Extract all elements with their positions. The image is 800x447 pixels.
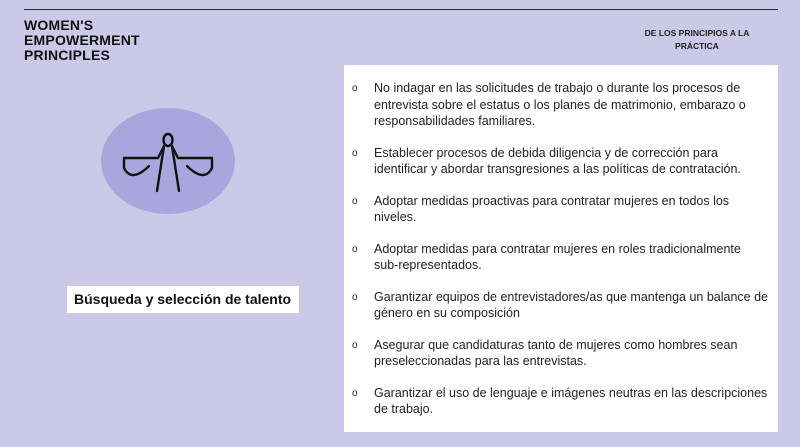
bullet-icon: o — [352, 83, 358, 94]
list-item-text: Adoptar medidas para contratar mujeres en roles tradicionalmente sub-representados. — [374, 241, 741, 272]
practices-panel — [344, 65, 778, 432]
top-divider — [24, 9, 778, 10]
list-item-text: Asegurar que candidaturas tanto de mujeres como hombres sean preseleccionadas para las entrevistas. — [374, 337, 738, 368]
list-item — [344, 337, 768, 370]
list-item-text: Garantizar el uso de lenguaje e imágenes neutras en las descripciones de trabajo. — [374, 385, 768, 416]
list-item — [344, 289, 768, 322]
list-item — [344, 385, 768, 418]
list-item — [344, 241, 768, 274]
bullet-icon: o — [352, 243, 358, 255]
logo — [24, 18, 140, 63]
list-item-text: Adoptar medidas proactivas para contratar mujeres en todos los niveles. — [374, 193, 730, 224]
list-item — [344, 80, 768, 130]
bullet-icon: o — [352, 339, 358, 351]
list-item — [344, 145, 768, 178]
balance-scale-icon — [119, 126, 217, 196]
list-item-text: Garantizar equipos de entrevistadores/as que mantenga un balance de género en su composición — [374, 289, 769, 320]
topic-label: Búsqueda y selección de talento — [67, 286, 299, 313]
bullet-icon: o — [352, 147, 358, 159]
practices-list — [344, 65, 778, 418]
list-item — [344, 193, 768, 226]
section-label: DE LOS PRINCIPIOS A LA PRÁCTICA — [644, 28, 750, 51]
logo-line-1: WOMEN'S — [24, 17, 94, 33]
list-item-text: Establecer procesos de debida diligencia y de corrección para identificar y abordar transgresiones a las políticas de contratación. — [374, 145, 741, 176]
bullet-icon: o — [352, 291, 358, 303]
bullet-icon: o — [352, 195, 358, 207]
logo-line-2: EMPOWERMENT — [24, 32, 140, 48]
logo-line-3: PRINCIPLES — [24, 47, 111, 63]
bullet-icon: o — [352, 387, 358, 399]
list-item-text: No indagar en las solicitudes de trabajo o durante los procesos de entrevista sobre el estatus o los planes de matrimonio, embarazo o responsabilidades familiares. — [374, 81, 746, 128]
icon-circle — [101, 108, 235, 214]
